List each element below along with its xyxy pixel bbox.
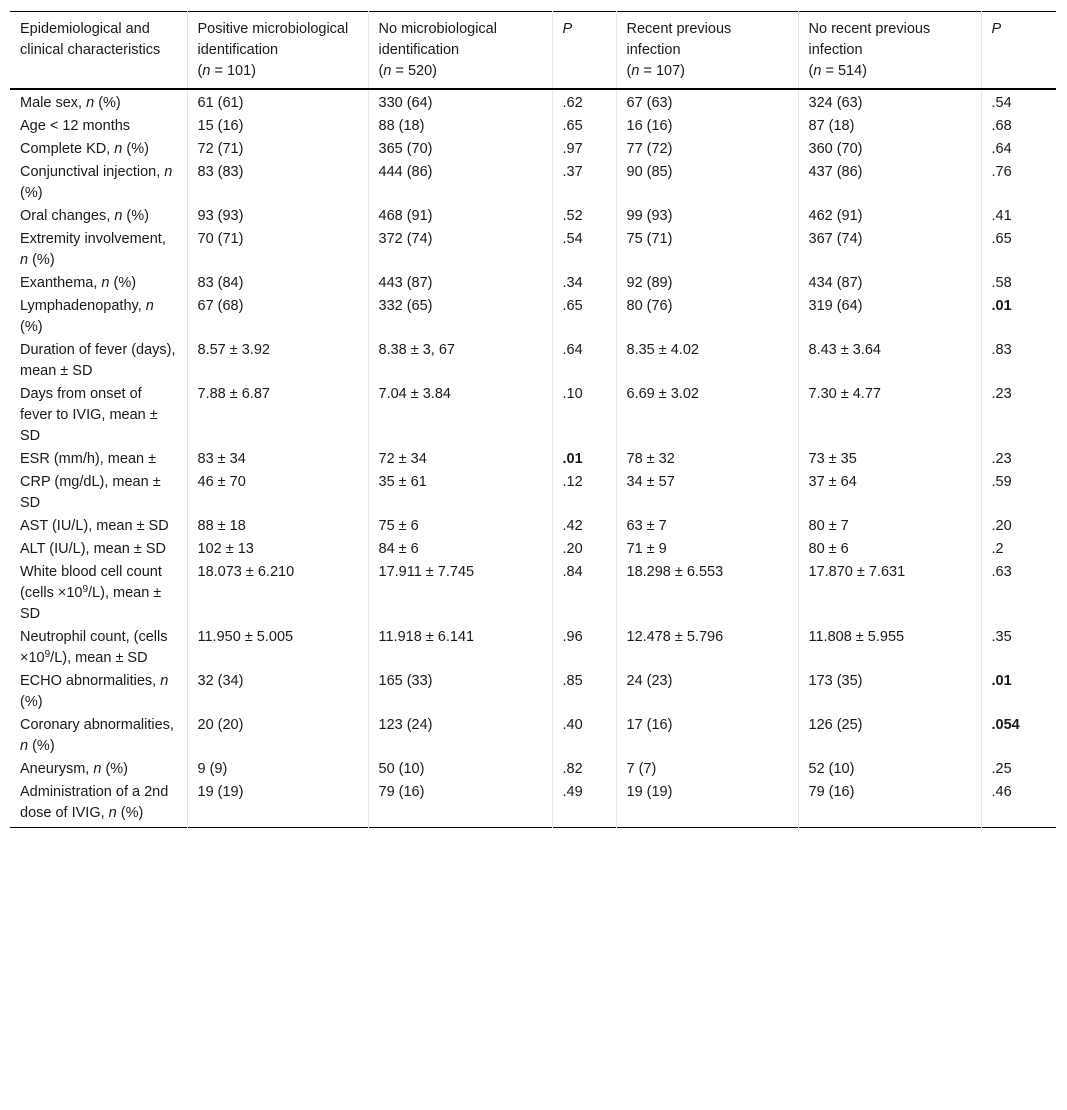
cell-positive-identification: 83 (83): [187, 161, 368, 205]
cell-p-value-2: .23: [991, 451, 1012, 467]
cell-no-recent-infection: 80 ± 7: [798, 515, 981, 538]
table-row: [10, 339, 1056, 383]
table-row: [10, 758, 1056, 781]
cell-p-value-2: .01: [991, 298, 1012, 314]
cell-positive-identification: 46 ± 70: [187, 471, 368, 515]
cell-no-identification: 11.918 ± 6.141: [368, 626, 552, 670]
cell-positive-identification: 19 (19): [187, 781, 368, 828]
cell-p-value-1: .62: [552, 89, 616, 115]
table-row: [10, 515, 1056, 538]
cell-positive-identification: 72 (71): [187, 138, 368, 161]
header-no-identification: No microbiological identification (n = 520): [368, 12, 552, 90]
cell-no-recent-infection: 173 (35): [798, 670, 981, 714]
cell-p-value-1: .84: [552, 561, 616, 626]
cell-p-value-1: .37: [552, 161, 616, 205]
cell-p-value-2: .68: [991, 118, 1012, 134]
cell-no-recent-infection: 324 (63): [798, 89, 981, 115]
cell-recent-infection: 6.69 ± 3.02: [616, 383, 798, 448]
cell-no-identification: 332 (65): [368, 295, 552, 339]
cell-positive-identification: 18.073 ± 6.210: [187, 561, 368, 626]
cell-no-identification: 17.911 ± 7.745: [368, 561, 552, 626]
table-row: [10, 561, 1056, 626]
row-label: Male sex, n (%): [20, 95, 121, 111]
cell-no-identification: 50 (10): [368, 758, 552, 781]
cell-p-value-2: .64: [991, 141, 1012, 157]
table-body: [10, 89, 1056, 828]
cell-p-value-1: .54: [552, 228, 616, 272]
cell-recent-infection: 7 (7): [616, 758, 798, 781]
row-label: ECHO abnormalities, n (%): [20, 673, 169, 710]
cell-no-recent-infection: 37 ± 64: [798, 471, 981, 515]
cell-recent-infection: 24 (23): [616, 670, 798, 714]
row-label: Administration of a 2nd dose of IVIG, n (%): [20, 784, 169, 821]
cell-recent-infection: 90 (85): [616, 161, 798, 205]
cell-no-recent-infection: 80 ± 6: [798, 538, 981, 561]
row-label: Exanthema, n (%): [20, 275, 137, 291]
cell-p-value-1: .12: [552, 471, 616, 515]
row-label: Complete KD, n (%): [20, 141, 149, 157]
row-label: Oral changes, n (%): [20, 208, 149, 224]
table-row: [10, 781, 1056, 828]
cell-p-value-1: .96: [552, 626, 616, 670]
cell-p-value-1: .40: [552, 714, 616, 758]
cell-p-value-2: .35: [991, 629, 1012, 645]
cell-positive-identification: 61 (61): [187, 89, 368, 115]
cell-p-value-2: .23: [991, 386, 1012, 402]
cell-no-recent-infection: 79 (16): [798, 781, 981, 828]
header-p-value-1: P: [552, 12, 616, 90]
cell-no-identification: 35 ± 61: [368, 471, 552, 515]
cell-no-recent-infection: 7.30 ± 4.77: [798, 383, 981, 448]
cell-positive-identification: 9 (9): [187, 758, 368, 781]
cell-no-recent-infection: 73 ± 35: [798, 448, 981, 471]
row-label: AST (IU/L), mean ± SD: [20, 518, 169, 534]
table-row: [10, 670, 1056, 714]
cell-recent-infection: 77 (72): [616, 138, 798, 161]
cell-p-value-2: .25: [991, 761, 1012, 777]
cell-recent-infection: 99 (93): [616, 205, 798, 228]
cell-positive-identification: 32 (34): [187, 670, 368, 714]
row-label: Neutrophil count, (cells $\times 10^9/L$), mean ± SD: [20, 629, 168, 666]
cell-recent-infection: 8.35 ± 4.02: [616, 339, 798, 383]
header-recent-infection: Recent previous infection (n = 107): [616, 12, 798, 90]
row-label: Age < 12 months: [20, 118, 131, 134]
cell-no-recent-infection: 11.808 ± 5.955: [798, 626, 981, 670]
header-row: [10, 12, 1056, 90]
table-header: [10, 12, 1056, 90]
cell-recent-infection: 19 (19): [616, 781, 798, 828]
row-label: ALT (IU/L), mean ± SD: [20, 541, 167, 557]
cell-p-value-1: .65: [552, 115, 616, 138]
cell-p-value-1: .20: [552, 538, 616, 561]
cell-p-value-2: .54: [991, 95, 1012, 111]
table-row: [10, 538, 1056, 561]
cell-p-value-1: .82: [552, 758, 616, 781]
table-container: [10, 11, 1056, 828]
table-row: [10, 714, 1056, 758]
table-row: [10, 295, 1056, 339]
cell-positive-identification: 8.57 ± 3.92: [187, 339, 368, 383]
cell-no-recent-infection: 87 (18): [798, 115, 981, 138]
cell-no-identification: 8.38 ± 3, 67: [368, 339, 552, 383]
cell-no-identification: 444 (86): [368, 161, 552, 205]
cell-p-value-2: .59: [991, 474, 1012, 490]
cell-positive-identification: 70 (71): [187, 228, 368, 272]
cell-recent-infection: 12.478 ± 5.796: [616, 626, 798, 670]
cell-p-value-1: .10: [552, 383, 616, 448]
cell-p-value-2: .054: [991, 717, 1020, 733]
header-positive-identification: Positive microbiological identification (n = 101): [187, 12, 368, 90]
cell-p-value-2: .46: [991, 784, 1012, 800]
cell-no-identification: 372 (74): [368, 228, 552, 272]
cell-no-identification: 330 (64): [368, 89, 552, 115]
cell-positive-identification: 88 ± 18: [187, 515, 368, 538]
row-label: Lymphadenopathy, n (%): [20, 298, 154, 335]
cell-positive-identification: 93 (93): [187, 205, 368, 228]
cell-p-value-2: .65: [991, 231, 1012, 247]
table-row: [10, 272, 1056, 295]
header-p-value-2: P: [991, 21, 1002, 37]
table-row: [10, 626, 1056, 670]
cell-no-identification: 75 ± 6: [368, 515, 552, 538]
cell-recent-infection: 71 ± 9: [616, 538, 798, 561]
cell-p-value-1: .34: [552, 272, 616, 295]
cell-p-value-1: .42: [552, 515, 616, 538]
cell-recent-infection: 34 ± 57: [616, 471, 798, 515]
row-label: Conjunctival injection, n (%): [20, 164, 173, 201]
cell-recent-infection: 92 (89): [616, 272, 798, 295]
cell-p-value-2: .20: [991, 518, 1012, 534]
cell-no-identification: 88 (18): [368, 115, 552, 138]
row-label: CRP (mg/dL), mean ± SD: [20, 474, 161, 511]
cell-p-value-2: .2: [991, 541, 1004, 557]
cell-no-identification: 79 (16): [368, 781, 552, 828]
cell-recent-infection: 67 (63): [616, 89, 798, 115]
cell-p-value-2: .63: [991, 564, 1012, 580]
header-characteristics: Epidemiological and clinical characteristics: [20, 21, 161, 58]
row-label: Extremity involvement, n (%): [20, 231, 166, 268]
cell-p-value-1: .85: [552, 670, 616, 714]
cell-no-recent-infection: 367 (74): [798, 228, 981, 272]
cell-no-identification: 7.04 ± 3.84: [368, 383, 552, 448]
cell-p-value-1: .49: [552, 781, 616, 828]
cell-recent-infection: 78 ± 32: [616, 448, 798, 471]
table-row: [10, 89, 1056, 115]
cell-p-value-2: .41: [991, 208, 1012, 224]
header-no-recent-infection: No recent previous infection (n = 514): [798, 12, 981, 90]
cell-positive-identification: 20 (20): [187, 714, 368, 758]
cell-recent-infection: 16 (16): [616, 115, 798, 138]
cell-p-value-1: .65: [552, 295, 616, 339]
cell-no-recent-infection: 437 (86): [798, 161, 981, 205]
table-row: [10, 228, 1056, 272]
row-label: Days from onset of fever to IVIG, mean ± SD: [20, 386, 158, 444]
cell-no-identification: 123 (24): [368, 714, 552, 758]
cell-p-value-2: .76: [991, 164, 1012, 180]
cell-no-identification: 72 ± 34: [368, 448, 552, 471]
table-row: [10, 471, 1056, 515]
cell-no-identification: 165 (33): [368, 670, 552, 714]
cell-p-value-2: .83: [991, 342, 1012, 358]
cell-no-recent-infection: 126 (25): [798, 714, 981, 758]
cell-positive-identification: 67 (68): [187, 295, 368, 339]
cell-no-recent-infection: 17.870 ± 7.631: [798, 561, 981, 626]
cell-no-identification: 468 (91): [368, 205, 552, 228]
cell-p-value-1: .64: [552, 339, 616, 383]
cell-recent-infection: 75 (71): [616, 228, 798, 272]
cell-recent-infection: 17 (16): [616, 714, 798, 758]
cell-recent-infection: 18.298 ± 6.553: [616, 561, 798, 626]
cell-no-identification: 443 (87): [368, 272, 552, 295]
cell-no-identification: 84 ± 6: [368, 538, 552, 561]
cell-p-value-2: .58: [991, 275, 1012, 291]
cell-p-value-1: .97: [552, 138, 616, 161]
characteristics-table: [10, 11, 1056, 828]
row-label: Duration of fever (days), mean ± SD: [20, 342, 176, 379]
cell-no-identification: 365 (70): [368, 138, 552, 161]
cell-no-recent-infection: 319 (64): [798, 295, 981, 339]
table-row: [10, 205, 1056, 228]
cell-positive-identification: 102 ± 13: [187, 538, 368, 561]
row-label: ESR (mm/h), mean ±: [20, 451, 157, 467]
cell-recent-infection: 80 (76): [616, 295, 798, 339]
cell-positive-identification: 7.88 ± 6.87: [187, 383, 368, 448]
cell-positive-identification: 83 ± 34: [187, 448, 368, 471]
cell-p-value-1: .52: [552, 205, 616, 228]
table-row: [10, 138, 1056, 161]
table-row: [10, 383, 1056, 448]
table-row: [10, 115, 1056, 138]
cell-positive-identification: 83 (84): [187, 272, 368, 295]
cell-no-recent-infection: 8.43 ± 3.64: [798, 339, 981, 383]
cell-p-value-1: .01: [552, 448, 616, 471]
cell-no-recent-infection: 462 (91): [798, 205, 981, 228]
table-row: [10, 161, 1056, 205]
row-label: White blood cell count (cells $\times 10^9/L$), mean ± SD: [20, 564, 162, 622]
cell-positive-identification: 11.950 ± 5.005: [187, 626, 368, 670]
cell-p-value-2: .01: [991, 673, 1012, 689]
row-label: Aneurysm, n (%): [20, 761, 129, 777]
cell-no-recent-infection: 360 (70): [798, 138, 981, 161]
cell-recent-infection: 63 ± 7: [616, 515, 798, 538]
cell-no-recent-infection: 434 (87): [798, 272, 981, 295]
table-row: [10, 448, 1056, 471]
cell-positive-identification: 15 (16): [187, 115, 368, 138]
row-label: Coronary abnormalities, n (%): [20, 717, 174, 754]
cell-no-recent-infection: 52 (10): [798, 758, 981, 781]
